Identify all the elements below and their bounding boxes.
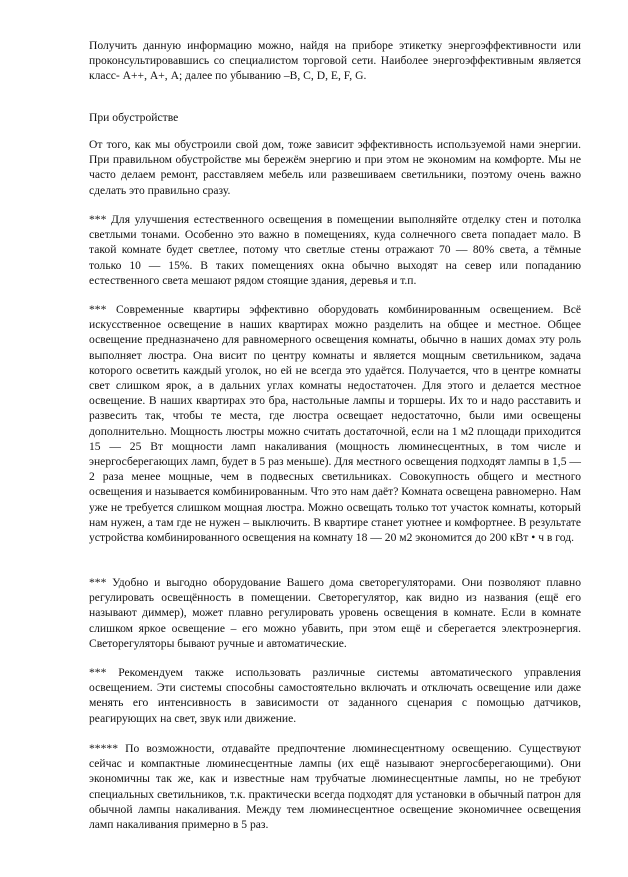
dimmer-paragraph: *** Удобно и выгодно оборудование Вашего дома светорегуляторами. Они позволяют плавно регулировать освещённость в помещении. Светорегулятор, как видно из названия (ещё его называют диммер), может плавно регулировать уровень освещения в комнате. Если в комнате слишком яркое освещение – его можно убавить, при этом ещё и сберегается электроэнергия. Светорегуляторы бывают ручные и автоматические. xyxy=(89,576,581,650)
section-heading: При обустройстве xyxy=(89,111,179,124)
natural-light-paragraph: *** Для улучшения естественного освещения в помещении выполняйте отделку стен и потолка светлыми тонами. Особенно это важно в помещениях, куда солнечного света попадает мало. В такой комнате будет светлее, потому что светлые стены отражают 70 — 80% света, а тёмные только 10 — 15%. В таких помещениях окна обычно выходят на север или попаданию естественного света мешают рядом стоящие здания, деревья и т.п. xyxy=(89,213,581,287)
combined-lighting-paragraph: *** Современные квартиры эффективно оборудовать комбинированным освещением. Всё искусственное освещение в наших квартирах можно разделить на общее и местное. Общее освещение предназначено для равномерного освещения комнаты, обычно в наших домах эту роль выполняет люстра. Она висит по центру комнаты и является мощным светильником, задача которого осветить каждый уголок, но ей не всегда это удаётся. Получается, что в центре комнаты свет слишком ярок, а в дальних углах комнаты недостаточен. Для этого и делается местное освещение. В наших квартирах это бра, настольные лампы и торшеры. Их то и надо расставить и развесить так, чтобы те места, где люстра освещает недостаточно, были ими освещены дополнительно. Мощность люстры можно считать достаточной, если на 1 м2 площади приходится 15 — 25 Вт мощности ламп накаливания (мощность люминесцентных, в том числе и энергосберегающих ламп, будет в 5 раз меньше). Для местного освещения подходят лампы в 1,5 — 2 раза менее мощные, чем в подвесных светильниках. Совокупность общего и местного освещения и называется комбинированным. Что это нам даёт? Комната освещена равномерно. Нам уже не требуется слишком мощная люстра. Можно освещать только тот участок комнаты, который нам нужен, а там где не нужен – выключить. В квартире станет уютнее и комфортнее. В результате устройства комбинированного освещения на комнату 18 — 20 м2 экономится до 200 кВт • ч в год. xyxy=(89,303,581,545)
energy-class-paragraph: Получить данную информацию можно, найдя на приборе этикетку энергоэффективности или проконсультировавшись со специалистом торговой сети. Наиболее энергоэффективным является класс- А++, А+, А; далее по убыванию –B, C, D, E, F, G. xyxy=(89,39,581,83)
fluorescent-paragraph: ***** По возможности, отдавайте предпочтение люминесцентному освещению. Существуют сейчас и компактные люминесцентные лампы (их ещё называют энергосберегающими). Они экономичны так же, как и известные нам трубчатые люминесцентные лампы, но не требуют специальных светильников, т.к. практически всегда подходят для установки в обычный патрон для обычной лампы накаливания. Между тем люминесцентное освещение экономичнее освещения ламп накаливания примерно в 5 раз. xyxy=(89,742,581,832)
automation-paragraph: *** Рекомендуем также использовать различные системы автоматического управления освещением. Эти системы способны самостоятельно включать и отключать освещение или даже менять его интенсивность в зависимости от заданного сценария с помощью датчиков, реагирующих на свет, звук или движение. xyxy=(89,666,581,725)
intro-paragraph: От того, как мы обустроили свой дом, тоже зависит эффективность используемой нами энергии. При правильном обустройстве мы бережём энергию и при этом не экономим на комфорте. Мы не часто делаем ремонт, расставляем мебель или развешиваем светильники, поэтому очень важно сделать это правильно сразу. xyxy=(89,138,581,197)
